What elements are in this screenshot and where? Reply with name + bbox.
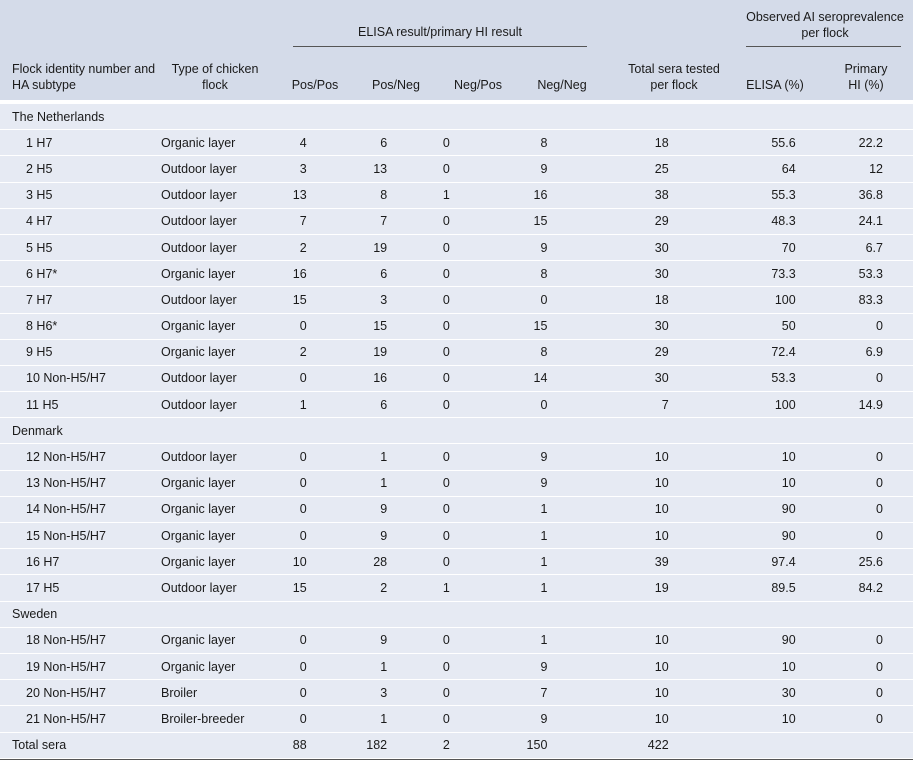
cell-elisa-pct: 10 <box>711 444 818 470</box>
group-row <box>0 418 913 444</box>
cell-flock: 4 H7 <box>0 208 161 234</box>
cell-posneg: 9 <box>321 523 403 549</box>
cell-hi-pct: 83.3 <box>818 287 913 313</box>
cell-type: Organic layer <box>161 339 260 365</box>
cell-negpos: 0 <box>403 444 476 470</box>
cell-pospos: 0 <box>260 680 321 706</box>
cell-total: 30 <box>579 234 710 260</box>
cell-type: Organic layer <box>161 261 260 287</box>
cell-negneg: 9 <box>476 156 580 182</box>
cell-posneg: 9 <box>321 496 403 522</box>
cell-elisa-pct: 50 <box>711 313 818 339</box>
table-row <box>0 392 913 418</box>
cell-total: 39 <box>579 549 710 575</box>
cell-pospos: 3 <box>260 156 321 182</box>
cell-negneg: 14 <box>476 365 580 391</box>
col-header-negpos: Neg/Pos <box>454 78 502 92</box>
cell-hi-pct: 22.2 <box>818 130 913 156</box>
cell-negpos: 0 <box>403 287 476 313</box>
cell-total: 422 <box>579 732 710 758</box>
cell-flock: 12 Non-H5/H7 <box>0 444 161 470</box>
cell-pospos: 2 <box>260 339 321 365</box>
cell-type: Outdoor layer <box>161 365 260 391</box>
cell-negneg: 9 <box>476 653 580 679</box>
cell-flock: 1 H7 <box>0 130 161 156</box>
cell-pospos: 0 <box>260 627 321 653</box>
cell-negpos: 0 <box>403 130 476 156</box>
cell-total: 30 <box>579 313 710 339</box>
cell-pospos: 15 <box>260 287 321 313</box>
cell-negneg: 8 <box>476 261 580 287</box>
group-label: Sweden <box>0 601 913 627</box>
cell-elisa-pct: 89.5 <box>711 575 818 601</box>
cell-negneg: 8 <box>476 130 580 156</box>
cell-total: 30 <box>579 365 710 391</box>
table-row <box>0 523 913 549</box>
cell-elisa-pct: 53.3 <box>711 365 818 391</box>
cell-elisa-pct: 100 <box>711 392 818 418</box>
cell-type: Outdoor layer <box>161 234 260 260</box>
cell-pospos: 13 <box>260 182 321 208</box>
cell-negpos: 1 <box>403 182 476 208</box>
cell-flock: 13 Non-H5/H7 <box>0 470 161 496</box>
col-header-flock: Flock identity number and HA subtype <box>12 62 156 92</box>
cell-negneg: 1 <box>476 627 580 653</box>
cell-posneg: 8 <box>321 182 403 208</box>
cell-elisa-pct: 90 <box>711 627 818 653</box>
cell-posneg: 7 <box>321 208 403 234</box>
cell-negneg: 9 <box>476 706 580 732</box>
col-header-elisa-pct: ELISA (%) <box>746 78 804 92</box>
cell-pospos: 88 <box>260 732 321 758</box>
cell-total: 10 <box>579 470 710 496</box>
cell-posneg: 3 <box>321 680 403 706</box>
cell-hi-pct: 14.9 <box>818 392 913 418</box>
cell-pospos: 4 <box>260 130 321 156</box>
cell-negneg: 8 <box>476 339 580 365</box>
cell-total: 25 <box>579 156 710 182</box>
group-row <box>0 601 913 627</box>
cell-posneg: 19 <box>321 234 403 260</box>
cell-flock: 2 H5 <box>0 156 161 182</box>
cell-posneg: 2 <box>321 575 403 601</box>
col-header-posneg: Pos/Neg <box>372 78 420 92</box>
cell-pospos: 0 <box>260 653 321 679</box>
cell-type: Organic layer <box>161 496 260 522</box>
cell-flock: Total sera <box>0 732 161 758</box>
cell-negpos: 0 <box>403 392 476 418</box>
cell-pospos: 1 <box>260 392 321 418</box>
cell-pospos: 0 <box>260 313 321 339</box>
cell-negneg: 1 <box>476 523 580 549</box>
cell-pospos: 7 <box>260 208 321 234</box>
table-row <box>0 208 913 234</box>
cell-flock: 15 Non-H5/H7 <box>0 523 161 549</box>
table-row <box>0 470 913 496</box>
cell-flock: 14 Non-H5/H7 <box>0 496 161 522</box>
cell-elisa-pct: 10 <box>711 653 818 679</box>
cell-total: 38 <box>579 182 710 208</box>
cell-posneg: 1 <box>321 470 403 496</box>
group-rule-elisa <box>293 46 587 47</box>
cell-elisa-pct: 90 <box>711 496 818 522</box>
table-row <box>0 261 913 287</box>
cell-posneg: 16 <box>321 365 403 391</box>
col-header-type: Type of chicken flock <box>171 62 259 92</box>
cell-flock: 21 Non-H5/H7 <box>0 706 161 732</box>
cell-posneg: 1 <box>321 706 403 732</box>
table-row <box>0 680 913 706</box>
cell-hi-pct: 25.6 <box>818 549 913 575</box>
cell-pospos: 0 <box>260 496 321 522</box>
cell-elisa-pct: 10 <box>711 706 818 732</box>
cell-hi-pct: 0 <box>818 313 913 339</box>
cell-negneg: 9 <box>476 470 580 496</box>
cell-negneg: 16 <box>476 182 580 208</box>
cell-type: Broiler <box>161 680 260 706</box>
cell-hi-pct: 0 <box>818 523 913 549</box>
cell-negpos: 0 <box>403 549 476 575</box>
cell-elisa-pct: 55.3 <box>711 182 818 208</box>
cell-negpos: 0 <box>403 680 476 706</box>
table-row <box>0 575 913 601</box>
col-header-total: Total sera tested per flock <box>628 62 720 92</box>
cell-total: 18 <box>579 287 710 313</box>
cell-type: Outdoor layer <box>161 575 260 601</box>
cell-type: Broiler-breeder <box>161 706 260 732</box>
cell-hi-pct: 6.7 <box>818 234 913 260</box>
cell-negneg: 1 <box>476 496 580 522</box>
cell-negpos: 0 <box>403 208 476 234</box>
cell-negpos: 0 <box>403 706 476 732</box>
cell-negpos: 0 <box>403 261 476 287</box>
total-row <box>0 732 913 758</box>
cell-posneg: 6 <box>321 392 403 418</box>
cell-elisa-pct: 30 <box>711 680 818 706</box>
cell-type: Outdoor layer <box>161 287 260 313</box>
cell-elisa-pct: 70 <box>711 234 818 260</box>
cell-type: Organic layer <box>161 549 260 575</box>
cell-negneg: 1 <box>476 549 580 575</box>
cell-hi-pct: 0 <box>818 706 913 732</box>
table-row <box>0 496 913 522</box>
cell-total: 29 <box>579 208 710 234</box>
cell-negneg: 15 <box>476 208 580 234</box>
cell-hi-pct: 0 <box>818 680 913 706</box>
cell-type: Outdoor layer <box>161 182 260 208</box>
cell-pospos: 2 <box>260 234 321 260</box>
cell-flock: 20 Non-H5/H7 <box>0 680 161 706</box>
group-rule-observed <box>746 46 901 47</box>
col-header-hi-pct: Primary HI (%) <box>844 62 888 92</box>
cell-flock: 11 H5 <box>0 392 161 418</box>
cell-negneg: 0 <box>476 392 580 418</box>
table-header <box>0 0 913 100</box>
cell-pospos: 0 <box>260 706 321 732</box>
cell-posneg: 182 <box>321 732 403 758</box>
cell-hi-pct: 24.1 <box>818 208 913 234</box>
cell-type: Outdoor layer <box>161 156 260 182</box>
cell-negneg: 150 <box>476 732 580 758</box>
cell-posneg: 1 <box>321 653 403 679</box>
cell-total: 7 <box>579 392 710 418</box>
table-row <box>0 287 913 313</box>
cell-total: 10 <box>579 496 710 522</box>
cell-type <box>161 732 260 758</box>
cell-negpos: 0 <box>403 523 476 549</box>
cell-pospos: 0 <box>260 523 321 549</box>
group-label: Denmark <box>0 418 913 444</box>
cell-negpos: 0 <box>403 339 476 365</box>
cell-elisa-pct: 48.3 <box>711 208 818 234</box>
table-row <box>0 444 913 470</box>
cell-posneg: 9 <box>321 627 403 653</box>
group-label: The Netherlands <box>0 104 913 130</box>
cell-flock: 9 H5 <box>0 339 161 365</box>
cell-type: Organic layer <box>161 627 260 653</box>
cell-flock: 7 H7 <box>0 287 161 313</box>
table-row <box>0 653 913 679</box>
cell-negneg: 0 <box>476 287 580 313</box>
cell-type: Outdoor layer <box>161 392 260 418</box>
cell-total: 10 <box>579 444 710 470</box>
cell-total: 10 <box>579 653 710 679</box>
cell-flock: 17 H5 <box>0 575 161 601</box>
cell-pospos: 10 <box>260 549 321 575</box>
cell-pospos: 0 <box>260 365 321 391</box>
cell-total: 19 <box>579 575 710 601</box>
cell-elisa-pct: 72.4 <box>711 339 818 365</box>
cell-hi-pct: 84.2 <box>818 575 913 601</box>
table-row <box>0 182 913 208</box>
table-row <box>0 156 913 182</box>
cell-hi-pct: 0 <box>818 496 913 522</box>
cell-hi-pct: 36.8 <box>818 182 913 208</box>
cell-total: 30 <box>579 261 710 287</box>
table-row <box>0 627 913 653</box>
cell-negpos: 0 <box>403 234 476 260</box>
cell-posneg: 15 <box>321 313 403 339</box>
cell-negpos: 0 <box>403 496 476 522</box>
cell-hi-pct: 12 <box>818 156 913 182</box>
cell-total: 18 <box>579 130 710 156</box>
cell-negneg: 9 <box>476 444 580 470</box>
cell-negpos: 0 <box>403 156 476 182</box>
cell-hi-pct: 0 <box>818 470 913 496</box>
cell-elisa-pct: 90 <box>711 523 818 549</box>
cell-pospos: 0 <box>260 470 321 496</box>
cell-negneg: 7 <box>476 680 580 706</box>
table-row <box>0 130 913 156</box>
table-row <box>0 365 913 391</box>
cell-pospos: 0 <box>260 444 321 470</box>
cell-elisa-pct: 73.3 <box>711 261 818 287</box>
cell-total: 29 <box>579 339 710 365</box>
cell-negpos: 1 <box>403 575 476 601</box>
cell-flock: 6 H7* <box>0 261 161 287</box>
cell-elisa-pct: 64 <box>711 156 818 182</box>
cell-negpos: 0 <box>403 470 476 496</box>
cell-flock: 5 H5 <box>0 234 161 260</box>
cell-flock: 8 H6* <box>0 313 161 339</box>
cell-negpos: 0 <box>403 365 476 391</box>
group-header-elisa: ELISA result/primary HI result <box>358 25 522 39</box>
cell-hi-pct: 6.9 <box>818 339 913 365</box>
cell-flock: 18 Non-H5/H7 <box>0 627 161 653</box>
cell-hi-pct: 0 <box>818 444 913 470</box>
cell-elisa-pct <box>711 732 818 758</box>
cell-hi-pct <box>818 732 913 758</box>
cell-pospos: 15 <box>260 575 321 601</box>
group-header-observed: Observed AI seroprevalence per flock <box>746 10 904 40</box>
cell-negpos: 0 <box>403 653 476 679</box>
cell-type: Organic layer <box>161 130 260 156</box>
cell-type: Outdoor layer <box>161 208 260 234</box>
cell-elisa-pct: 10 <box>711 470 818 496</box>
cell-total: 10 <box>579 680 710 706</box>
cell-type: Organic layer <box>161 653 260 679</box>
cell-total: 10 <box>579 627 710 653</box>
cell-posneg: 13 <box>321 156 403 182</box>
cell-type: Organic layer <box>161 523 260 549</box>
cell-pospos: 16 <box>260 261 321 287</box>
cell-negneg: 9 <box>476 234 580 260</box>
cell-negpos: 0 <box>403 627 476 653</box>
col-header-negneg: Neg/Neg <box>537 78 587 92</box>
cell-type: Organic layer <box>161 470 260 496</box>
cell-elisa-pct: 97.4 <box>711 549 818 575</box>
cell-negneg: 15 <box>476 313 580 339</box>
cell-posneg: 1 <box>321 444 403 470</box>
cell-hi-pct: 0 <box>818 627 913 653</box>
cell-hi-pct: 0 <box>818 653 913 679</box>
table-body <box>0 104 913 759</box>
cell-negpos: 2 <box>403 732 476 758</box>
table-row <box>0 706 913 732</box>
table-row <box>0 549 913 575</box>
cell-posneg: 28 <box>321 549 403 575</box>
table-row <box>0 339 913 365</box>
cell-flock: 19 Non-H5/H7 <box>0 653 161 679</box>
cell-posneg: 19 <box>321 339 403 365</box>
table-row <box>0 234 913 260</box>
cell-negneg: 1 <box>476 575 580 601</box>
cell-type: Organic layer <box>161 313 260 339</box>
cell-total: 10 <box>579 706 710 732</box>
table-row <box>0 313 913 339</box>
cell-posneg: 6 <box>321 130 403 156</box>
cell-flock: 3 H5 <box>0 182 161 208</box>
cell-posneg: 3 <box>321 287 403 313</box>
col-header-pospos: Pos/Pos <box>291 78 339 92</box>
cell-hi-pct: 53.3 <box>818 261 913 287</box>
cell-elisa-pct: 55.6 <box>711 130 818 156</box>
group-row <box>0 104 913 130</box>
cell-posneg: 6 <box>321 261 403 287</box>
cell-flock: 10 Non-H5/H7 <box>0 365 161 391</box>
cell-total: 10 <box>579 523 710 549</box>
cell-hi-pct: 0 <box>818 365 913 391</box>
cell-type: Outdoor layer <box>161 444 260 470</box>
cell-flock: 16 H7 <box>0 549 161 575</box>
cell-negpos: 0 <box>403 313 476 339</box>
cell-elisa-pct: 100 <box>711 287 818 313</box>
